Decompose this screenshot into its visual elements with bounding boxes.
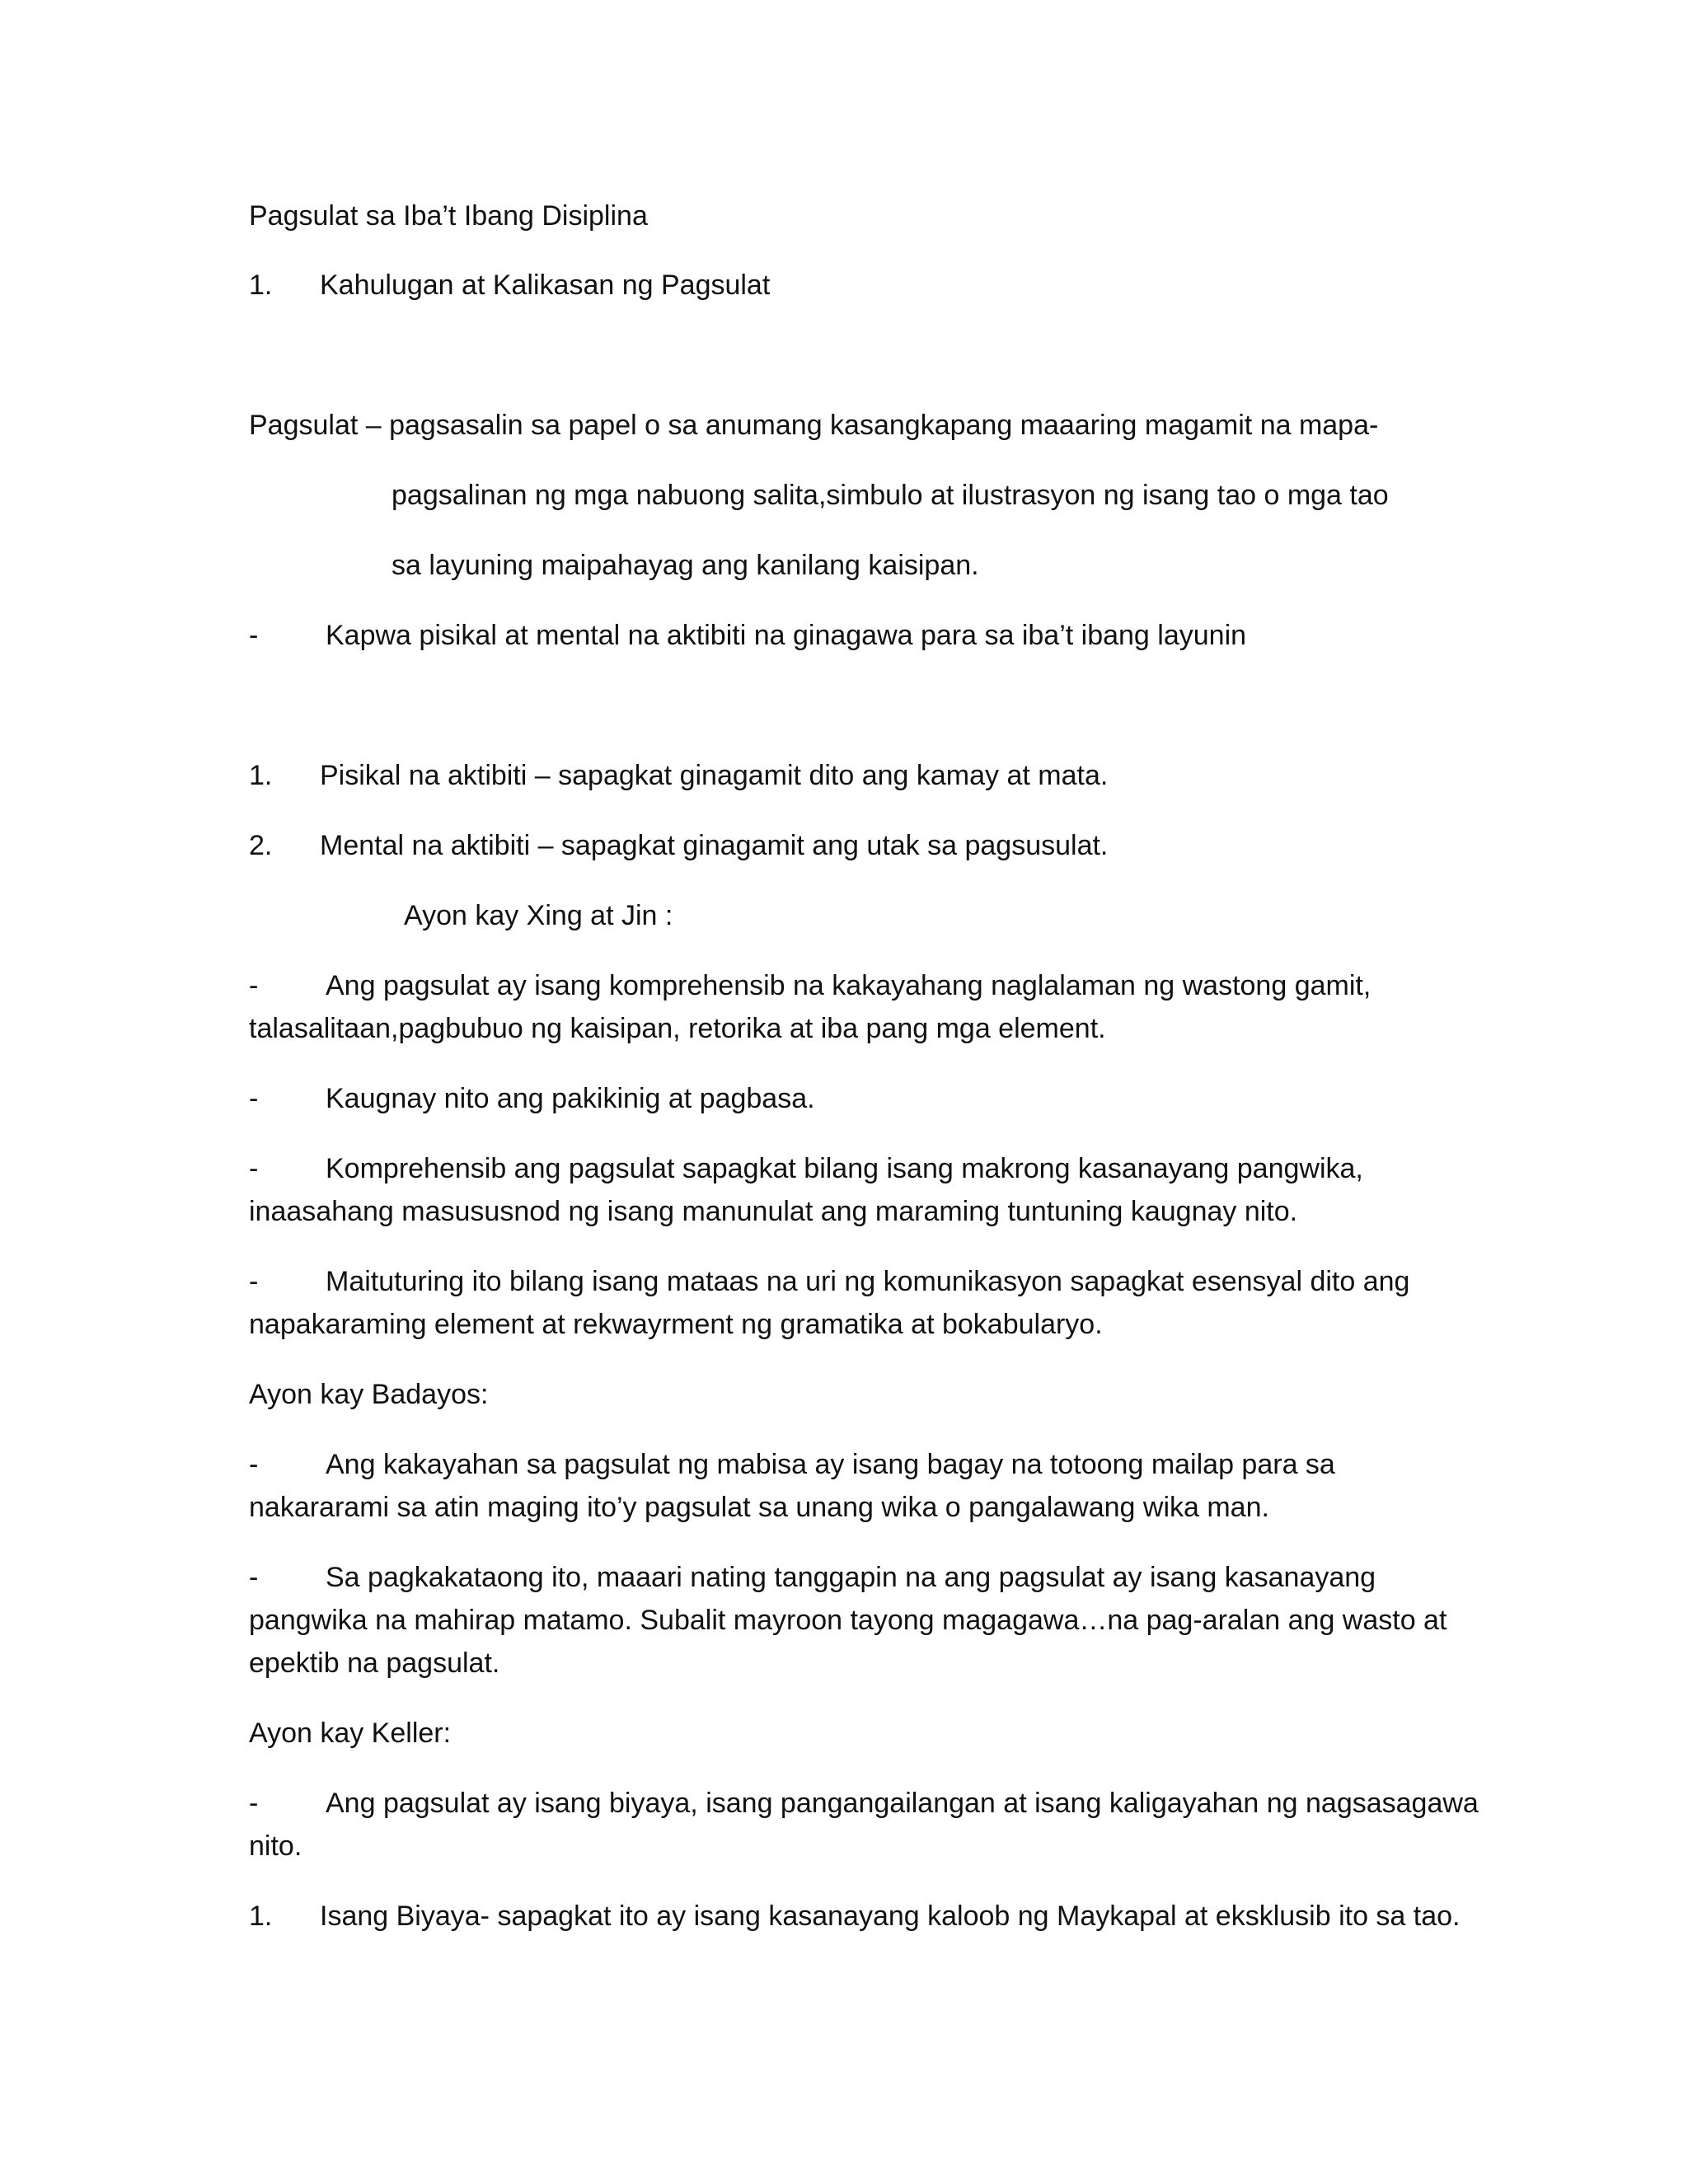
list-item <box>249 1895 1461 1938</box>
bullet-marker: - <box>249 970 259 1001</box>
bullet-item <box>249 1782 1479 1825</box>
bullet-continuation: inaasahang masususnod ng isang manunulat ang maraming tuntuning kaugnay nito. <box>249 1196 1298 1227</box>
bullet-continuation: nakararami sa atin maging ito’y pagsulat sa unang wika o pangalawang wika man. <box>249 1492 1269 1523</box>
bullet-text: Maituturing ito bilang isang mataas na uri ng komunikasyon sapagkat esensyal dito ang <box>326 1266 1410 1297</box>
bullet-item <box>249 1556 1376 1599</box>
section-heading-xing-jin: Ayon kay Xing at Jin : <box>404 900 673 931</box>
list-item-text: Mental na aktibiti – sapagkat ginagamit ang utak sa pagsusulat. <box>320 830 1109 861</box>
list-item <box>249 754 1108 797</box>
bullet-continuation: nito. <box>249 1830 302 1862</box>
bullet-marker: - <box>249 1266 259 1297</box>
definition-line-2: pagsalinan ng mga nabuong salita,simbulo at ilustrasyon ng isang tao o mga tao <box>392 480 1389 511</box>
section-heading-keller: Ayon kay Keller: <box>249 1718 452 1749</box>
bullet-marker: - <box>249 1449 259 1480</box>
document-title: Pagsulat sa Iba’t Ibang Disiplina <box>249 200 648 232</box>
list-marker: 1. <box>249 269 273 301</box>
list-item <box>249 824 1108 867</box>
bullet-continuation: pangwika na mahirap matamo. Subalit mayroon tayong magagawa…na pag-aralan ang wasto at <box>249 1605 1447 1636</box>
bullet-text: Ang kakayahan sa pagsulat ng mabisa ay isang bagay na totoong mailap para sa <box>326 1449 1335 1480</box>
bullet-text: Komprehensib ang pagsulat sapagkat bilang isang makrong kasanayang pangwika, <box>326 1153 1363 1184</box>
section-heading-badayos: Ayon kay Badayos: <box>249 1379 489 1410</box>
bullet-continuation: epektib na pagsulat. <box>249 1647 500 1679</box>
bullet-text: Ang pagsulat ay isang komprehensib na kakayahang naglalaman ng wastong gamit, <box>326 970 1372 1001</box>
list-marker: 1. <box>249 760 273 791</box>
bullet-marker: - <box>249 1153 259 1184</box>
bullet-text: Kaugnay nito ang pakikinig at pagbasa. <box>326 1083 815 1114</box>
list-item-text: Isang Biyaya- sapagkat ito ay isang kasanayang kaloob ng Maykapal at eksklusib ito sa tao. <box>320 1900 1461 1932</box>
bullet-marker: - <box>249 620 259 651</box>
bullet-item <box>249 1147 1363 1190</box>
bullet-marker: - <box>249 1562 259 1593</box>
heading-1 <box>249 264 770 307</box>
bullet-text: Sa pagkakataong ito, maaari nating tanggapin na ang pagsulat ay isang kasanayang <box>326 1562 1376 1593</box>
bullet-text: Kapwa pisikal at mental na aktibiti na ginagawa para sa iba’t ibang layunin <box>326 620 1247 651</box>
bullet-continuation: talasalitaan,pagbubuo ng kaisipan, retorika at iba pang mga element. <box>249 1013 1106 1044</box>
bullet-continuation: napakaraming element at rekwayrment ng gramatika at bokabularyo. <box>249 1309 1103 1340</box>
list-item-text: Pisikal na aktibiti – sapagkat ginagamit dito ang kamay at mata. <box>320 760 1109 791</box>
bullet-text: Ang pagsulat ay isang biyaya, isang pangangailangan at isang kaligayahan ng nagsasagawa <box>326 1788 1479 1819</box>
bullet-item <box>249 1443 1335 1486</box>
definition-line-3: sa layuning maipahayag ang kanilang kaisipan. <box>392 550 979 581</box>
bullet-activity <box>249 614 1246 657</box>
definition-line-1: Pagsulat – pagsasalin sa papel o sa anumang kasangkapang maaaring magamit na mapa- <box>249 410 1379 441</box>
heading-1-text: Kahulugan at Kalikasan ng Pagsulat <box>320 269 771 301</box>
bullet-item <box>249 1260 1409 1303</box>
bullet-item <box>249 964 1371 1007</box>
bullet-marker: - <box>249 1083 259 1114</box>
bullet-item <box>249 1077 815 1120</box>
list-marker: 1. <box>249 1900 273 1932</box>
list-marker: 2. <box>249 830 273 861</box>
bullet-marker: - <box>249 1788 259 1819</box>
